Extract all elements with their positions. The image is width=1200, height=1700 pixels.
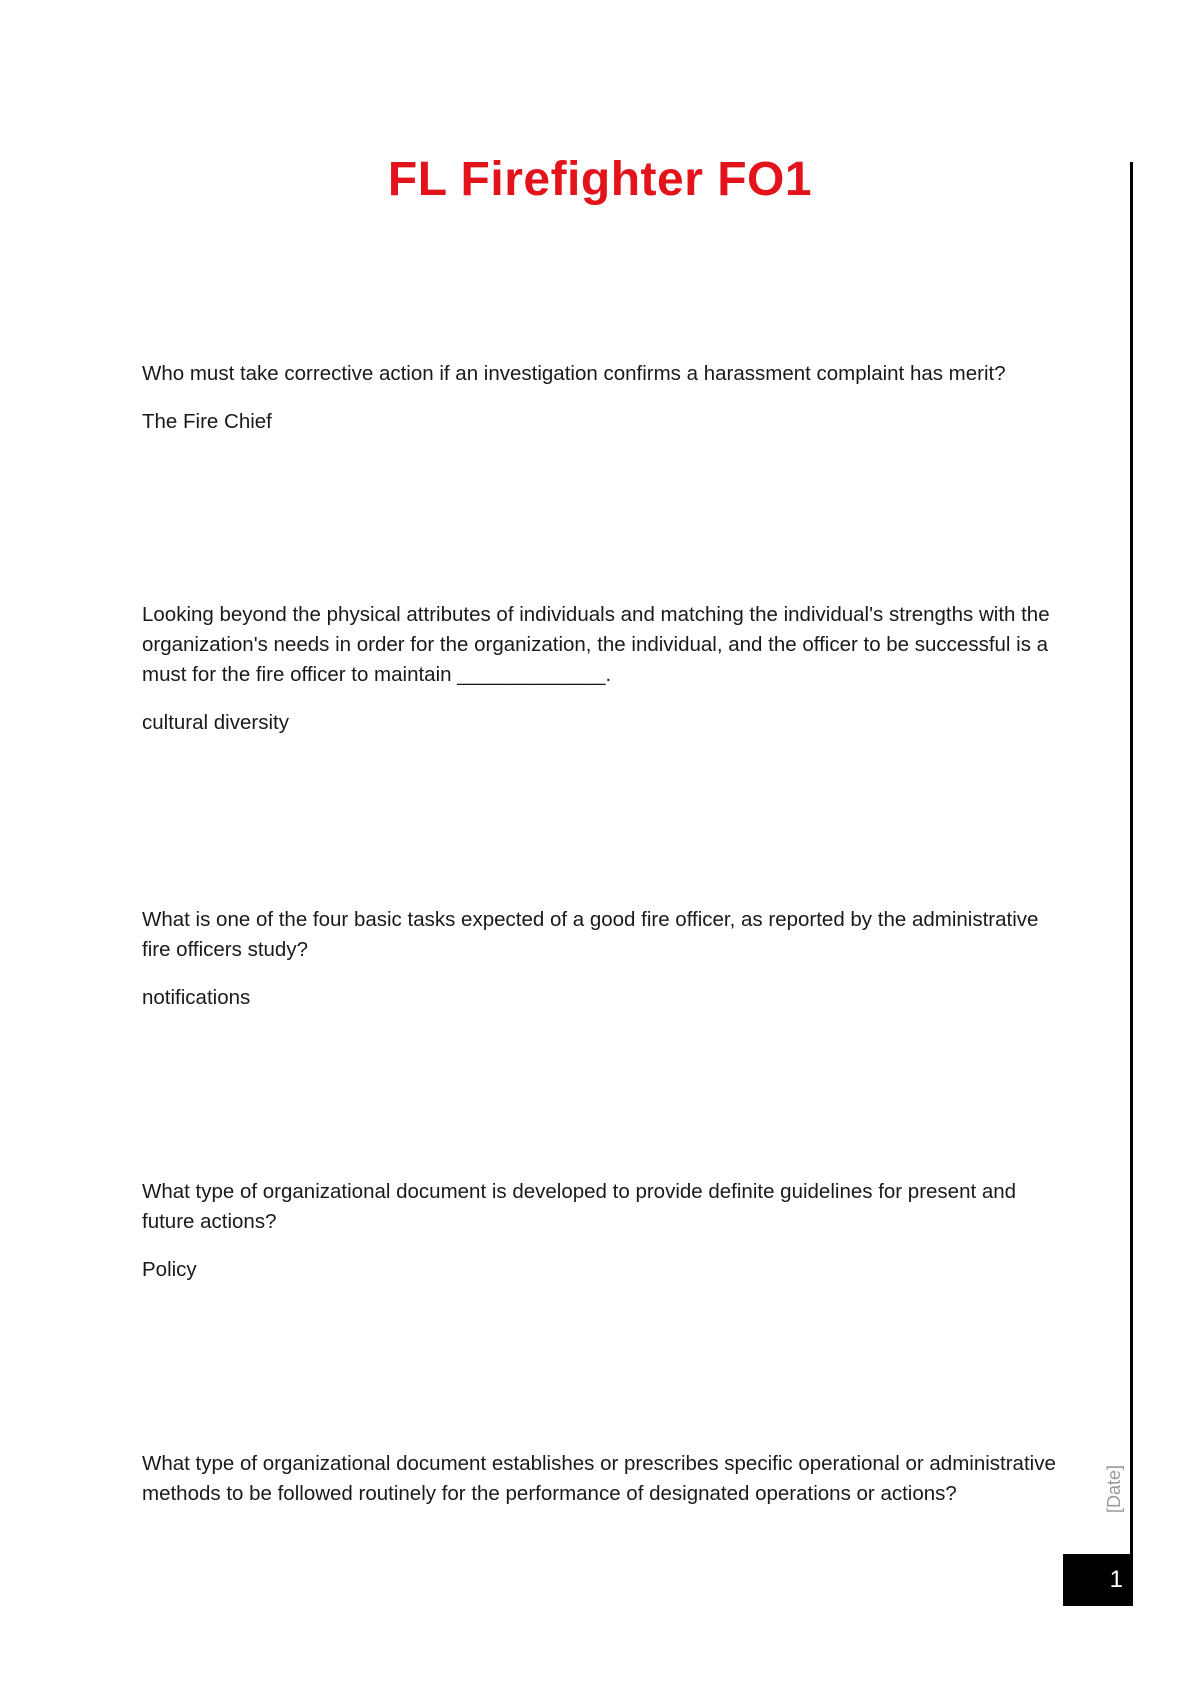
date-placeholder: [Date] <box>1104 1464 1124 1514</box>
question-text: Who must take corrective action if an investigation confirms a harassment complaint has merit? <box>142 362 1006 385</box>
margin-rule <box>1130 162 1133 1602</box>
document-title: FL Firefighter FO1 <box>387 153 813 206</box>
question-text: Looking beyond the physical attributes of individuals and matching the individual's strengths with the organization's needs in order for the organization, the individual, and the officer to be successful is a must for the fire officer to maintain _____________. <box>142 603 1050 686</box>
answer-text: Policy <box>142 1258 197 1281</box>
question-text: What type of organizational document establishes or prescribes specific operational or administrative methods to be followed routinely for the performance of designated operations or actions? <box>142 1452 1056 1505</box>
qa-item-4 <box>142 1177 1067 1285</box>
answer-text: notifications <box>142 986 251 1009</box>
answer-text: The Fire Chief <box>142 410 272 433</box>
answer-text: cultural diversity <box>142 711 289 734</box>
qa-item-5 <box>142 1449 1067 1509</box>
qa-item-1 <box>142 359 1067 437</box>
page-number: 1 <box>1063 1554 1133 1606</box>
qa-item-2 <box>142 600 1067 738</box>
question-text: What type of organizational document is developed to provide definite guidelines for present and future actions? <box>142 1180 1017 1233</box>
question-text: What is one of the four basic tasks expected of a good fire officer, as reported by the administrative fire officers study? <box>142 908 1039 961</box>
qa-item-3 <box>142 905 1067 1013</box>
